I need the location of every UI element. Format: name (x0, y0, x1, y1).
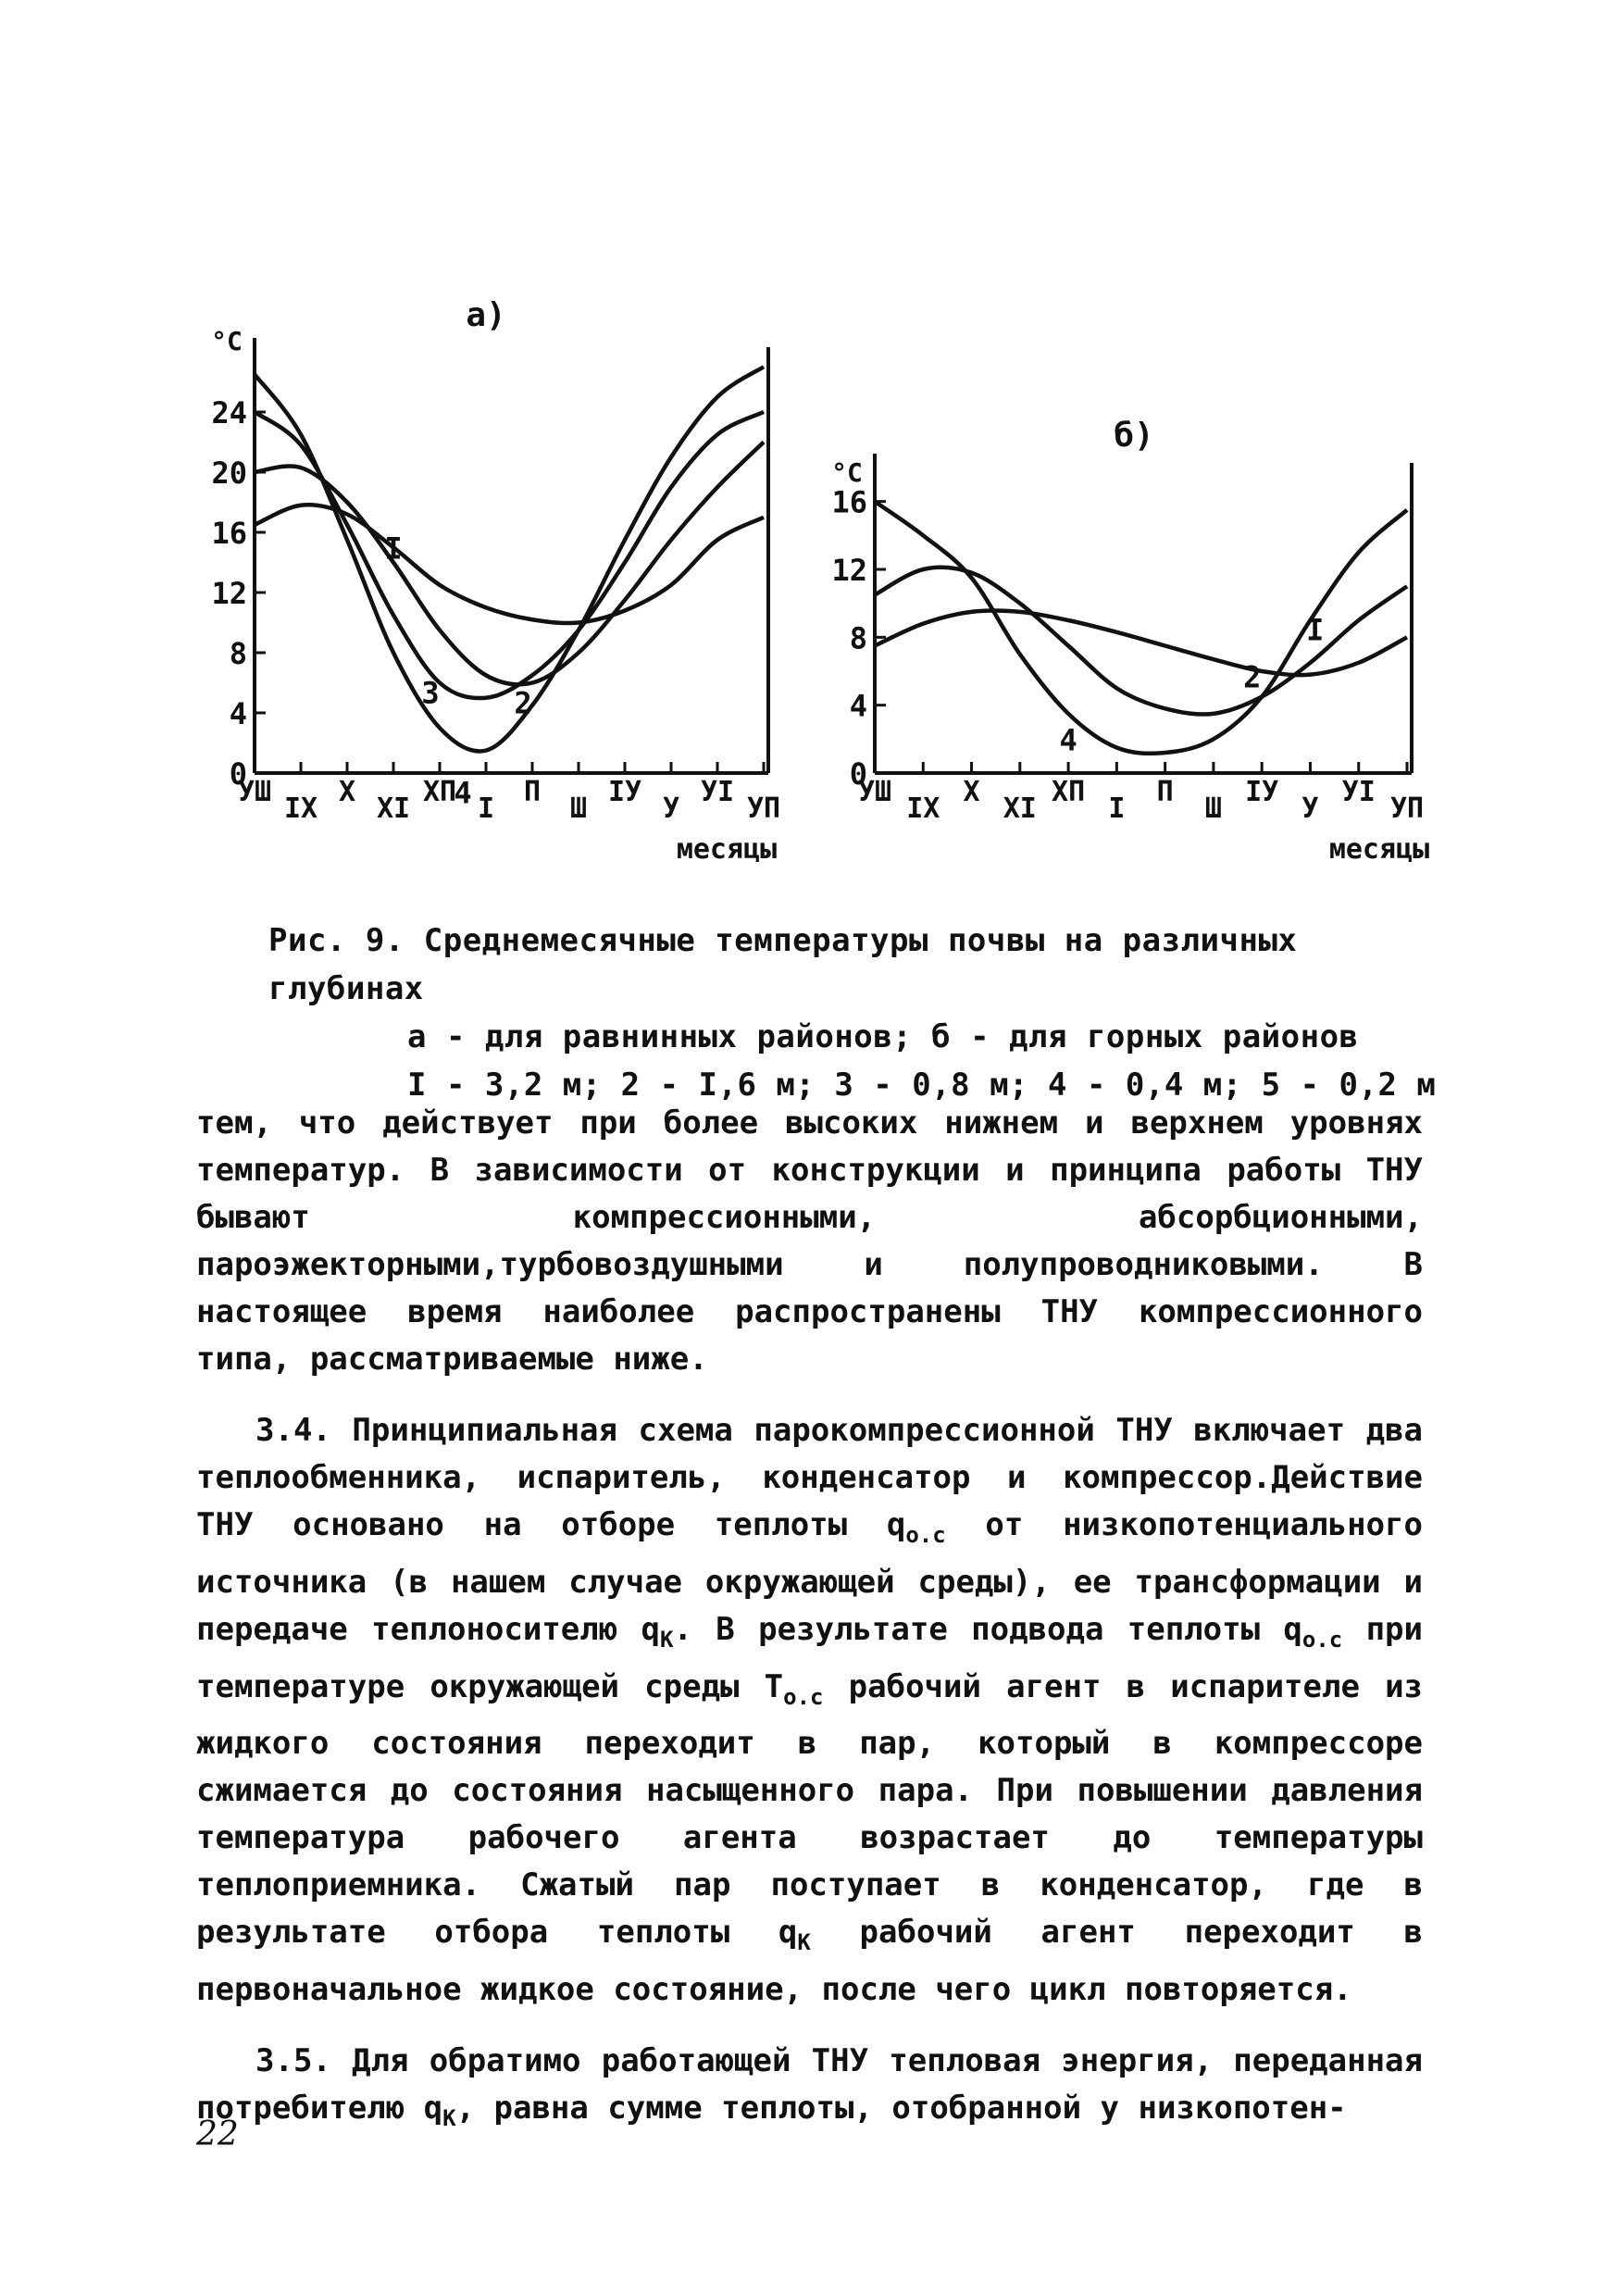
panel-label: а) (466, 296, 506, 334)
series-line-2 (255, 443, 764, 685)
x-tick-label: УI (700, 776, 735, 808)
x-tick-label: П (523, 776, 542, 808)
y-tick-label: 12 (211, 576, 247, 611)
y-tick-label: 12 (831, 553, 867, 588)
x-tick-label: УШ (857, 776, 892, 808)
q-symbol: q (778, 1914, 798, 1952)
series-line-4 (875, 502, 1407, 754)
x-axis-label: месяцы (1328, 833, 1430, 866)
x-tick-label: УП (1389, 792, 1425, 825)
y-axis-label: °С (211, 326, 243, 356)
paragraph-3-5 (196, 2038, 1423, 2142)
curve-label-2: 2 (514, 685, 532, 721)
series-line-3 (255, 412, 764, 698)
figure-caption (268, 917, 1472, 1109)
q-subscript-oc: о.с (1301, 1626, 1343, 1653)
q-symbol: q (423, 2090, 443, 2128)
q-symbol: q (641, 1610, 661, 1648)
x-tick-label: У (662, 792, 680, 825)
x-tick-label: IУ (607, 776, 642, 808)
y-axis-label: °С (831, 457, 863, 488)
x-tick-label: Ш (569, 792, 588, 825)
x-tick-label: IX (283, 792, 318, 825)
y-tick-label: 16 (831, 484, 867, 520)
series-line-I (875, 610, 1407, 675)
paragraph-3-4 (196, 1407, 1423, 2014)
curve-label-4: 4 (454, 775, 472, 811)
curve-label-I: I (384, 530, 403, 567)
x-tick-label: Ш (1204, 792, 1222, 825)
p2-text-b: от низкопотенциального источника (в нашем случае окружающей среды), ее трансформации и передаче теплоносителю (196, 1506, 1424, 1648)
caption-line-3: I - 3,2 м; 2 - I,6 м; 3 - 0,8 м; 4 - 0,4 м; 5 - 0,2 м (407, 1067, 1437, 1104)
page-number: 22 (196, 2115, 239, 2153)
y-tick-label: 20 (211, 455, 247, 491)
x-tick-label: УШ (237, 776, 272, 808)
curve-label-2: 2 (1243, 659, 1262, 695)
x-tick-label: XП (422, 776, 457, 808)
p2-text-f: рабочий агент переходит в первоначальное жидкое состояние, после чего цикл повторяется. (196, 1914, 1424, 2009)
caption-line-2: а - для равнинных районов; б - для горных районов (407, 1018, 1359, 1055)
p3-text-a: 3.5. Для обратимо работающей ТНУ тепловая энергия, переданная потребителю (196, 2042, 1423, 2128)
p2-text-a: 3.4. Принципиальная схема парокомпрессионной ТНУ включает два теплообменника, испаритель, конденсатор и компрессор.Действие ТНУ основано на отборе теплоты (196, 1412, 1423, 1543)
q-subscript-k: К (442, 2104, 456, 2131)
t-symbol: T (764, 1667, 784, 1705)
curve-label-4: 4 (1059, 722, 1077, 758)
curve-label-3: 3 (421, 675, 440, 711)
p2-text-c: . В результате подвода теплоты (673, 1610, 1284, 1648)
x-axis-label: месяцы (676, 833, 778, 866)
x-tick-label: XI (376, 792, 411, 825)
chart-panel-b (831, 417, 1429, 866)
paragraph-1: тем, что действует при более высоких нижнем и верхнем уровнях температур. В зависимости от конструкции и принципа работы ТНУ бывают компрессионными, абсорбционными, пароэжекторными,турбовоздушными и полупроводниковыми. В настоящее время наиболее распространены ТНУ компрессионного типа, рассматриваемые ниже. (196, 1104, 1423, 1378)
caption-line-1: Рис. 9. Среднемесячные температуры почвы на различных глубинах (268, 922, 1298, 1007)
y-tick-label: 0 (849, 756, 867, 792)
curve-label-I: I (1306, 612, 1325, 648)
p3-text-b: , равна сумме теплоты, отобранной у низкопотен- (455, 2090, 1347, 2128)
x-tick-label: X (963, 776, 980, 808)
x-tick-label: УП (746, 792, 781, 825)
q-subscript-k: К (660, 1626, 674, 1653)
y-tick-label: 0 (229, 756, 247, 792)
x-tick-label: I (477, 792, 495, 825)
q-subscript-oc: о.с (905, 1521, 946, 1548)
x-tick-label: П (1156, 776, 1174, 808)
q-symbol: q (1283, 1610, 1302, 1648)
x-tick-label: XI (1003, 792, 1037, 825)
x-tick-label: IУ (1245, 776, 1279, 808)
panel-label: б) (1114, 417, 1154, 455)
y-tick-label: 24 (211, 395, 247, 430)
x-tick-label: IX (906, 792, 940, 825)
y-tick-label: 4 (229, 696, 247, 731)
series-line-4 (255, 367, 764, 751)
x-tick-label: I (1108, 792, 1126, 825)
x-tick-label: XП (1052, 776, 1086, 808)
y-tick-label: 4 (849, 688, 867, 724)
y-tick-label: 8 (849, 620, 867, 656)
chart-panel-a (211, 296, 780, 866)
x-tick-label: У (1301, 792, 1319, 825)
p2-text-e: рабочий агент в испарителе из жидкого состояния переходит в пар, который в компрессоре сжимается до состояния насыщенного пара. При повышении давления температура рабочего агента возрастает до температуры теплоприемника. Сжатый пар поступает в конденсатор, где в результате отбора теплоты (196, 1667, 1424, 1952)
y-tick-label: 16 (211, 516, 247, 551)
x-tick-label: УI (1341, 776, 1376, 808)
figure-9 (0, 0, 1619, 926)
x-tick-label: X (338, 776, 356, 808)
q-subscript-k: К (797, 1929, 811, 1956)
body-text (196, 1100, 1423, 2166)
p2-text-d: при температуре окружающей среды (196, 1610, 1423, 1705)
y-tick-label: 8 (229, 636, 247, 671)
t-subscript-oc: о.с (783, 1683, 824, 1710)
q-symbol: q (886, 1506, 906, 1543)
